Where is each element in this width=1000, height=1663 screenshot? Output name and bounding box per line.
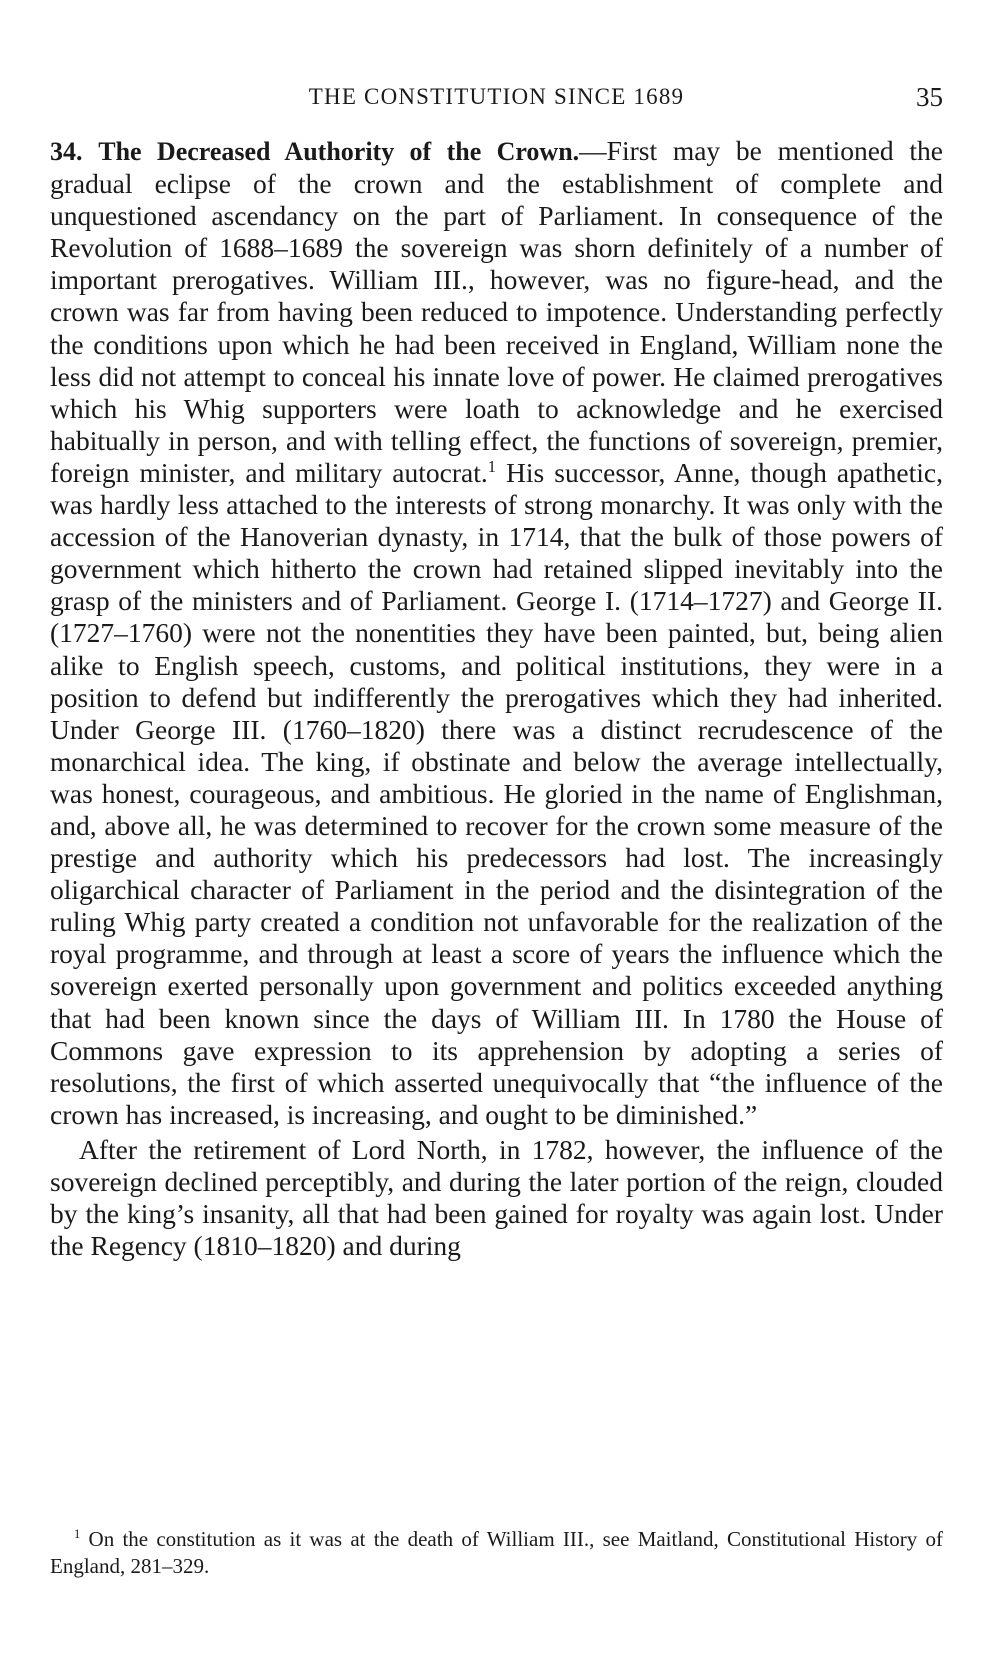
paragraph-1-text-a: —First may be mentioned the gradual eclipse of the crown and the establishment of complete and unquestioned ascendancy on the part of Parliament. In consequence of the Revolution of 1688–1689 the sovereign was shorn definitely of a number of important prerogatives. William III., however, was no figure-head, and the crown was far from having been reduced to impotence. Understanding perfectly the conditions upon which he had been received in England, William none the less did not attempt to conceal his innate love of power. He claimed prerogatives which his Whig supporters were loath to acknowledge and he exercised habitually in person, and with telling effect, the functions of sovereign, premier, foreign minister, and military autocrat. (50, 135, 943, 488)
footnote (50, 1526, 943, 1580)
paragraph-1-text-b: His successor, Anne, though apathetic, was hardly less attached to the interests of strong monarchy. It was only with the accession of the Hanoverian dynasty, in 1714, that the bulk of those powers of government which hitherto the crown had retained slipped inevitably into the grasp of the ministers and of Parliament. George I. (1714–1727) and George II. (1727–1760) were not the nonentities they have been painted, but, being alien alike to English speech, customs, and political institutions, they were in a position to defend but indifferently the prerogatives which they had inherited. Under George III. (1760–1820) there was a distinct recrudescence of the monarchical idea. The king, if obstinate and below the average intellectually, was honest, courageous, and ambitious. He gloried in the name of Englishman, and, above all, he was determined to recover for the crown some measure of the prestige and authority which his predecessors had lost. The increasingly oligarchical character of Parliament in the period and the disintegration of the ruling Whig party created a condition not unfavorable for the realization of the royal programme, and through at least a score of years the influence which the sovereign exerted personally upon government and politics exceeded anything that had been known since the days of William III. In 1780 the House of Commons gave expression to its apprehension by adopting a series of resolutions, the first of which asserted unequivocally that “the influence of the crown has increased, is increasing, and ought to be diminished.” (50, 456, 944, 1130)
body-text (50, 135, 943, 1262)
section-number: 34. (50, 137, 83, 166)
paragraph-1 (50, 135, 943, 1131)
running-head (50, 80, 943, 114)
page-number: 35 (916, 82, 943, 112)
footnote-marker: 1 (74, 1527, 81, 1541)
footnote-text: On the constitution as it was at the death of William III., see Maitland, Constitutional History of England, 281–329. (50, 1527, 943, 1578)
footnote-reference: 1 (487, 456, 496, 476)
running-title: THE CONSTITUTION SINCE 1689 (308, 84, 685, 109)
section-heading: The Decreased Authority of the Crown. (98, 137, 580, 166)
paragraph-2: After the retirement of Lord North, in 1782, however, the influence of the sovereign declined perceptibly, and during the later portion of the reign, clouded by the king’s insanity, all that had been gained for royalty was again lost. Under the Regency (1810–1820) and during (50, 1133, 943, 1262)
